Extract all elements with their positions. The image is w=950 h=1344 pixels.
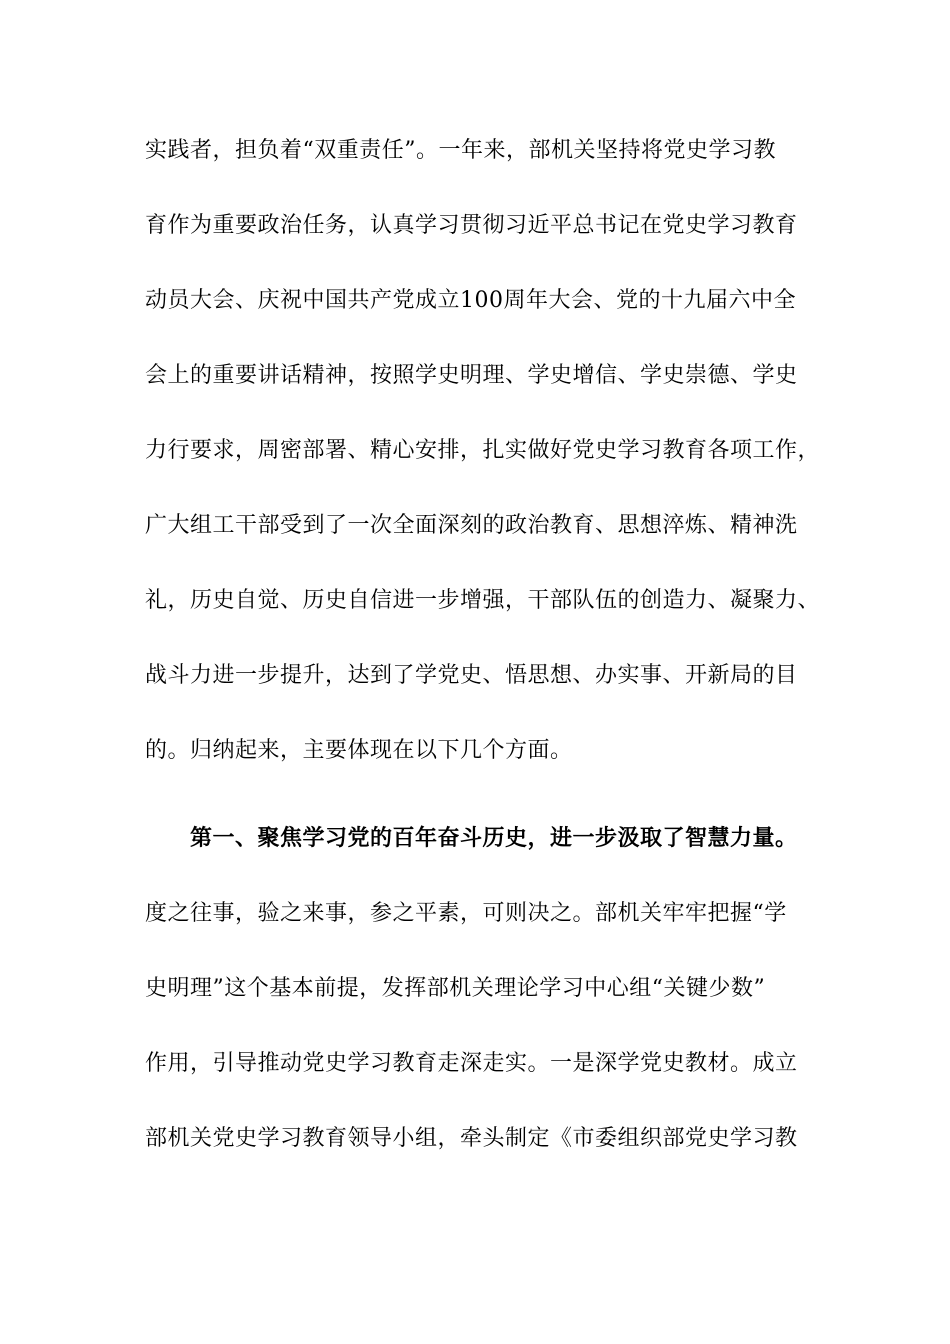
paragraph-line: 育作为重要政治任务，认真学习贯彻习近平总书记在党史学习教育	[145, 213, 798, 238]
paragraph-line: 动员大会、庆祝中国共产党成立100周年大会、党的十九届六中全	[145, 288, 796, 313]
paragraph-line: 实践者，担负着“双重责任”。一年来，部机关坚持将党史学习教	[145, 138, 776, 163]
paragraph-line: 部机关党史学习教育领导小组，牵头制定《市委组织部党史学习教	[145, 1126, 798, 1151]
paragraph-line: 礼，历史自觉、历史自信进一步增强，干部队伍的创造力、凝聚力、	[145, 588, 821, 613]
paragraph-line: 度之往事，验之来事，参之平素，可则决之。部机关牢牢把握“学	[145, 901, 787, 926]
paragraph-line: 力行要求，周密部署、精心安排，扎实做好党史学习教育各项工作，	[145, 438, 821, 463]
paragraph-line: 作用，引导推动党史学习教育走深走实。一是深学党史教材。成立	[145, 1051, 798, 1076]
section-heading: 第一、聚焦学习党的百年奋斗历史，进一步汲取了智慧力量。	[190, 825, 798, 851]
paragraph-line: 会上的重要讲话精神，按照学史明理、学史增信、学史崇德、学史	[145, 363, 798, 388]
paragraph-line: 的。归纳起来，主要体现在以下几个方面。	[145, 738, 573, 763]
paragraph-line: 广大组工干部受到了一次全面深刻的政治教育、思想淬炼、精神洗	[145, 513, 798, 538]
paragraph-line: 史明理”这个基本前提，发挥部机关理论学习中心组“关键少数”	[145, 976, 766, 1001]
paragraph-line: 战斗力进一步提升，达到了学党史、悟思想、办实事、开新局的目	[145, 663, 798, 688]
